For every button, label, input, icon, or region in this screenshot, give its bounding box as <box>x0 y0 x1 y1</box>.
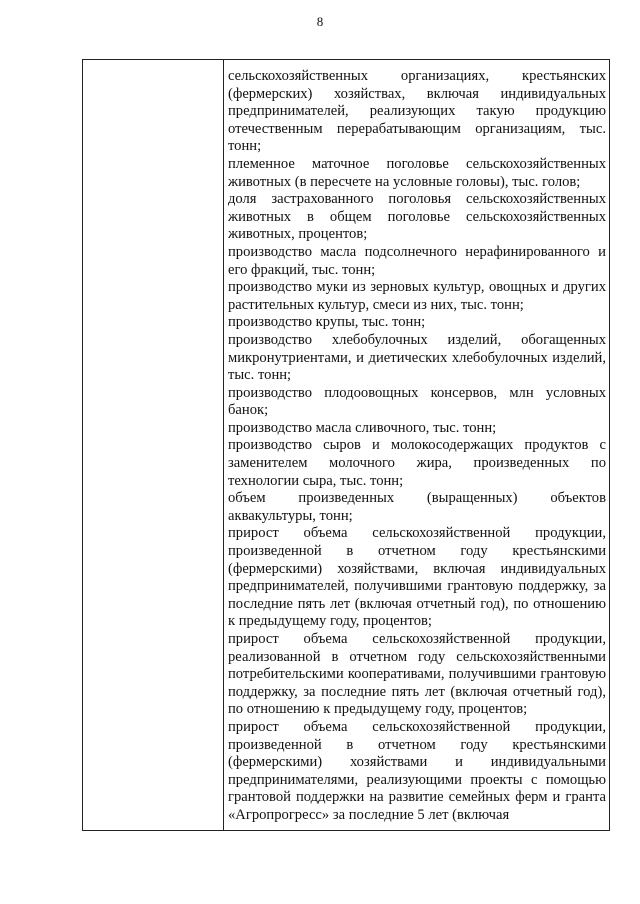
table-left-cell <box>83 60 224 830</box>
indicator-item-9: производство масла сливочного, тыс. тонн; <box>228 419 497 436</box>
indicator-item-4: производство масла подсолнечного нерафинированного и его фракций, тыс. тонн; <box>228 243 606 278</box>
indicator-item-11: объем произведенных (выращенных) объектов аквакультуры, тонн; <box>228 490 606 524</box>
indicator-item-3: доля застрахованного поголовья сельскохозяйственных животных в общем поголовье сельскохозяйственных животных, процентов; <box>228 191 606 243</box>
indicator-item-7: производство хлебобулочных изделий, обогащенных микронутриентами, и диетических хлебобулочных изделий, тыс. тонн; <box>228 331 606 384</box>
indicator-item-14: прирост объема сельскохозяйственной продукции, произведенной в отчетном году крестьянскими (фермерскими) хозяйствами и индивидуальными предпринимателями, реализующими проекты с помощью грантовой поддержки на развитие семейных ферм и гранта «Агропрогресс» за последние 5 лет (включая <box>228 718 606 823</box>
indicator-item-5: производство муки из зерновых культур, овощных и других растительных культур, смеси из них, тыс. тонн; <box>228 279 606 313</box>
indicator-item-13: прирост объема сельскохозяйственной продукции, реализованной в отчетном году сельскохозяйственными потребительскими кооперативами, получившими грантовую поддержку, за последние пять лет (включая отчетный год), по отношению к предыдущему году, процентов; <box>228 631 606 718</box>
document-table <box>82 59 610 831</box>
indicator-item-8: производство плодоовощных консервов, млн условных банок; <box>228 384 606 419</box>
indicator-item-1: сельскохозяйственных организациях, крестьянских (фермерских) хозяйствах, включая индивидуальных предпринимателей, реализующих такую продукцию отечественным перерабатывающим организациям, тыс. тонн; <box>228 68 606 155</box>
indicator-item-12: прирост объема сельскохозяйственной продукции, произведенной в отчетном году крестьянскими (фермерскими) хозяйствами, включая индивидуальных предпринимателей, получившими грантовую поддержку, за последние пять лет (включая отчетный год), по отношению к предыдущему году, процентов; <box>228 525 606 630</box>
indicator-item-6: производство крупы, тыс. тонн; <box>228 314 426 331</box>
indicator-item-10: производство сыров и молокосодержащих продуктов с заменителем молочного жира, произведенных по технологии сыра, тыс. тонн; <box>228 437 606 489</box>
page-number: 8 <box>316 14 324 29</box>
table-right-cell <box>224 60 609 830</box>
indicator-item-2: племенное маточное поголовье сельскохозяйственных животных (в пересчете на условные головы), тыс. голов; <box>228 155 606 190</box>
